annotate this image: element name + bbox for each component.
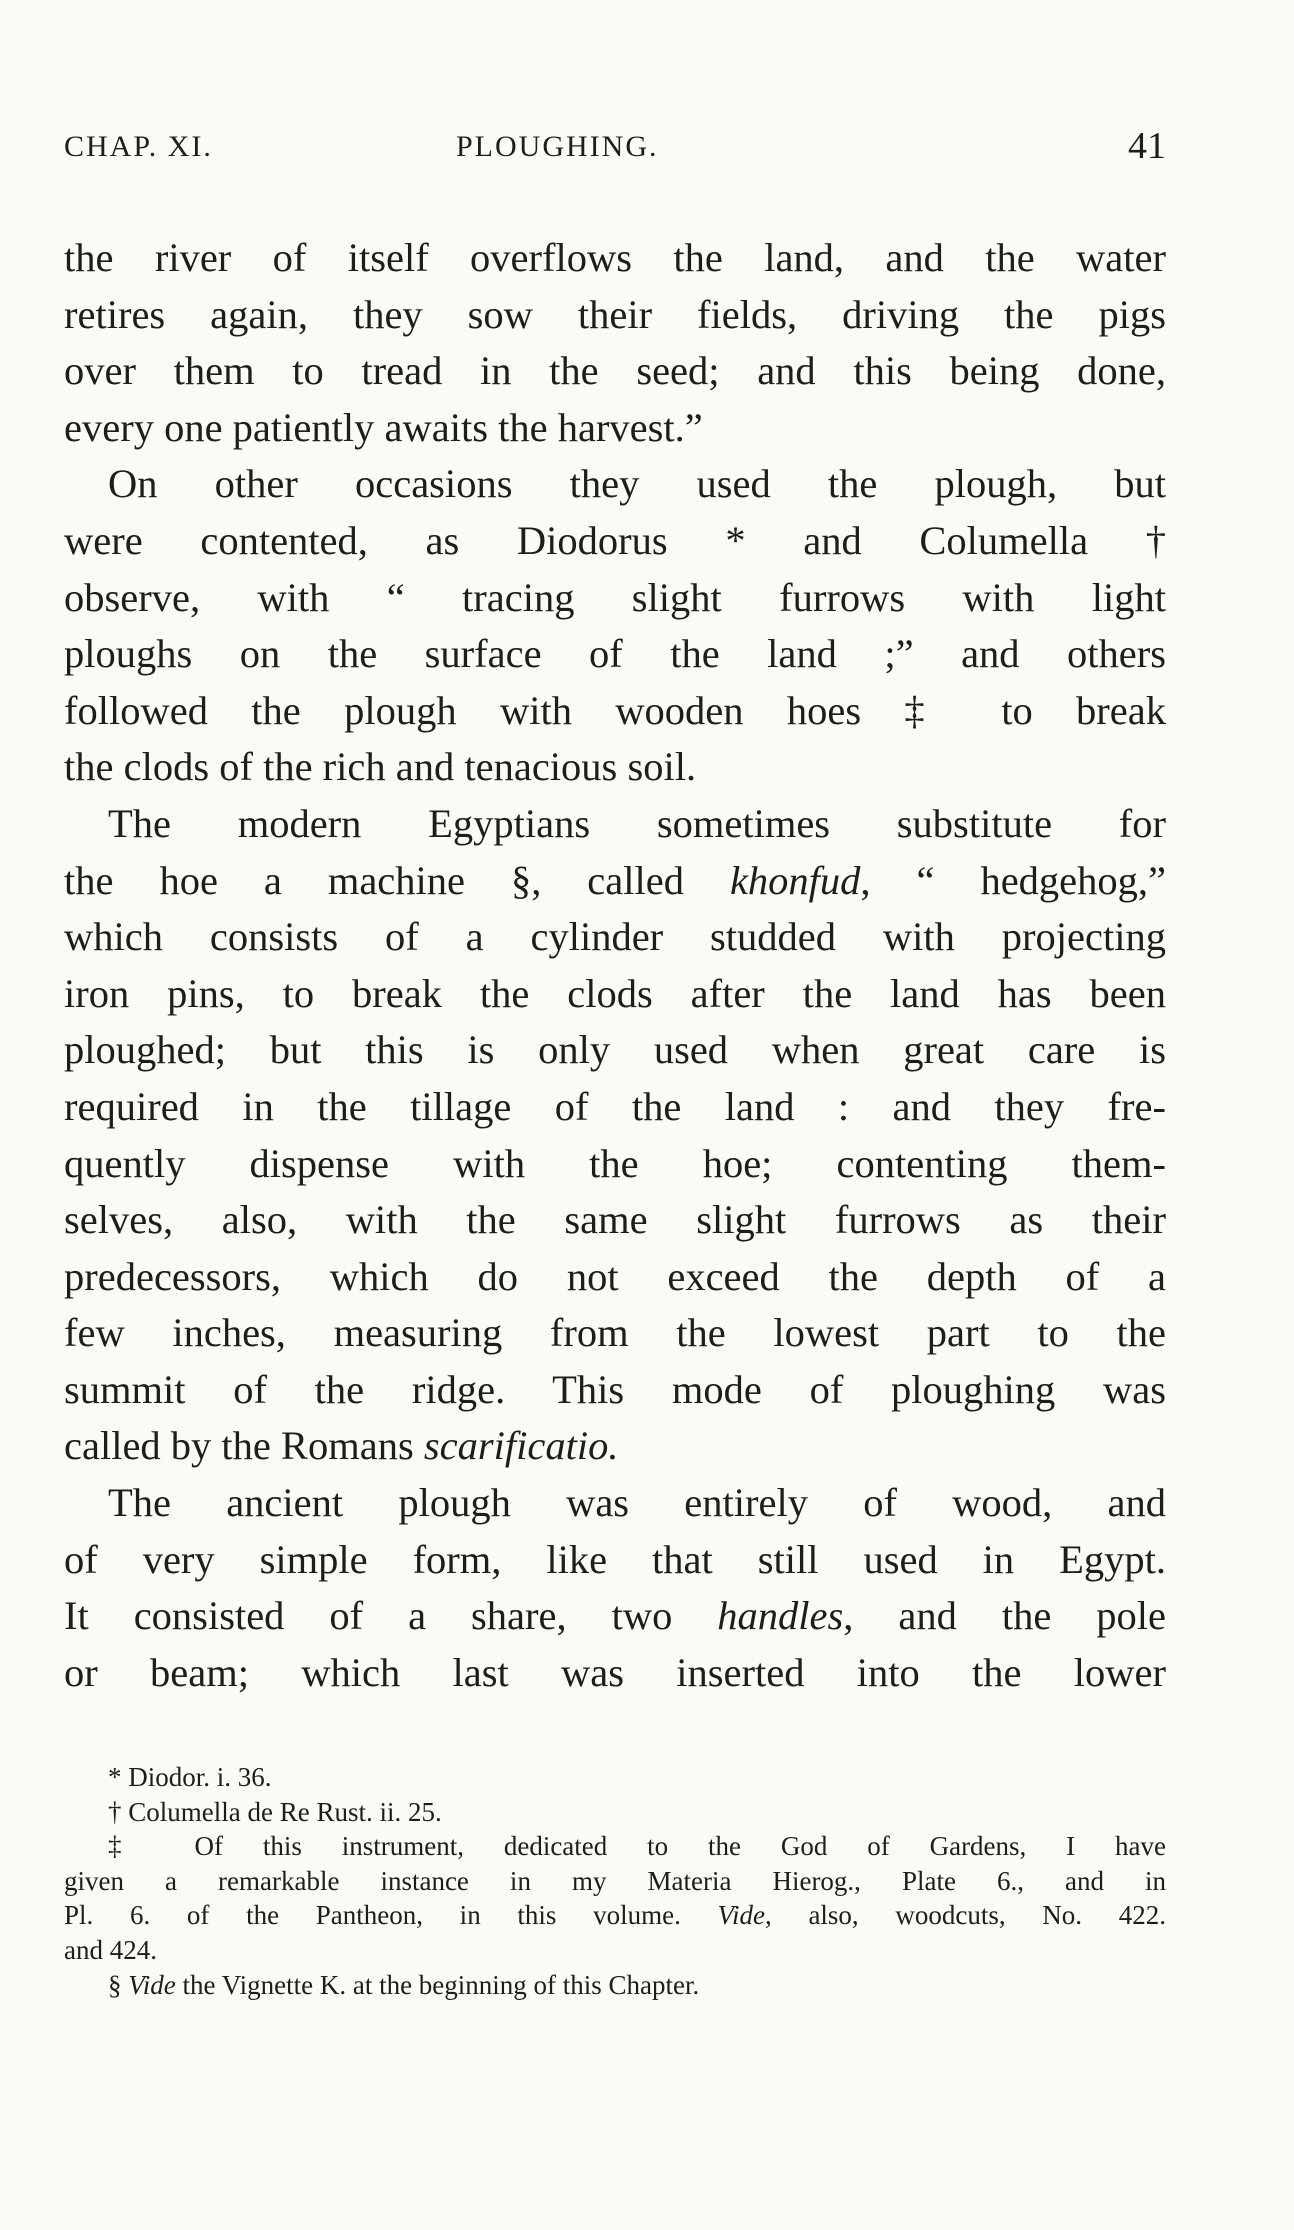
- text-run: , and the pole: [843, 1593, 1166, 1639]
- page-number: 41: [1128, 125, 1166, 167]
- text-line: quently dispense with the hoe; contenting them-: [64, 1140, 1166, 1186]
- text-line: retires again, they sow their fields, driving the pigs: [64, 291, 1166, 337]
- text-run: Pl. 6. of the Pantheon, in this volume.: [64, 1900, 718, 1931]
- footnotes: [64, 1760, 1166, 2002]
- text-run: , “ hedgehog,”: [860, 857, 1166, 903]
- italic-word: Vide: [128, 1969, 176, 2000]
- text-line: [64, 853, 1166, 910]
- text-line: few inches, measuring from the lowest part to the: [64, 1310, 1166, 1356]
- text-line: or beam; which last was inserted into the lower: [64, 1649, 1166, 1695]
- text-run: §: [108, 1969, 129, 2000]
- italic-word: scarificatio.: [423, 1423, 619, 1469]
- text-line: predecessors, which do not exceed the depth of a: [64, 1253, 1166, 1299]
- text-line: followed the plough with wooden hoes ‡ to break: [64, 687, 1166, 733]
- italic-word: Vide: [717, 1900, 765, 1931]
- text-line: The ancient plough was entirely of wood, and: [108, 1480, 1166, 1526]
- text-line: The modern Egyptians sometimes substitute for: [108, 800, 1166, 846]
- footnote-line: [64, 1898, 1166, 1933]
- text-line: which consists of a cylinder studded with projecting: [64, 914, 1166, 960]
- footnote-line: [64, 1968, 1166, 2003]
- text-line: of very simple form, like that still used in Egypt.: [64, 1536, 1166, 1582]
- text-line: ploughs on the surface of the land ;” and others: [64, 631, 1166, 677]
- text-line: ploughed; but this is only used when great care is: [64, 1027, 1166, 1073]
- text-run: the hoe a machine §, called: [64, 857, 730, 903]
- text-line: [64, 1588, 1166, 1645]
- chapter-label: CHAP. XI.: [64, 130, 213, 163]
- text-run: called by the Romans: [64, 1423, 424, 1469]
- text-line: were contented, as Diodorus * and Columella †: [64, 517, 1166, 563]
- footnote-line: and 424.: [64, 1934, 157, 1965]
- text-line: observe, with “ tracing slight furrows with light: [64, 574, 1166, 620]
- running-header: [64, 124, 1166, 178]
- text-line: required in the tillage of the land : and they fre-: [64, 1083, 1166, 1129]
- text-line: every one patiently awaits the harvest.”: [64, 404, 703, 450]
- italic-word: handles: [717, 1593, 844, 1639]
- running-title: PLOUGHING.: [456, 130, 659, 163]
- footnote-line: † Columella de Re Rust. ii. 25.: [108, 1796, 442, 1827]
- text-line: over them to tread in the seed; and this being done,: [64, 348, 1166, 394]
- italic-word: khonfud: [729, 857, 861, 903]
- footnote-line: given a remarkable instance in my Materia Hierog., Plate 6., and in: [64, 1865, 1166, 1896]
- text-line: [64, 1418, 1166, 1475]
- text-run: the Vignette K. at the beginning of this Chapter.: [175, 1969, 700, 2000]
- body-text: [64, 230, 1166, 1701]
- text-run: , also, woodcuts, No. 422.: [765, 1900, 1166, 1931]
- text-line: summit of the ridge. This mode of ploughing was: [64, 1366, 1166, 1412]
- text-line: the clods of the rich and tenacious soil.: [64, 744, 697, 790]
- text-run: It consisted of a share, two: [64, 1593, 718, 1639]
- text-line: iron pins, to break the clods after the land has been: [64, 970, 1166, 1016]
- text-line: the river of itself overflows the land, and the water: [64, 235, 1166, 280]
- text-line: On other occasions they used the plough, but: [108, 461, 1166, 507]
- text-line: selves, also, with the same slight furrows as their: [64, 1197, 1166, 1243]
- footnote-line: * Diodor. i. 36.: [108, 1762, 272, 1792]
- footnote-line: ‡ Of this instrument, dedicated to the God of Gardens, I have: [108, 1831, 1166, 1862]
